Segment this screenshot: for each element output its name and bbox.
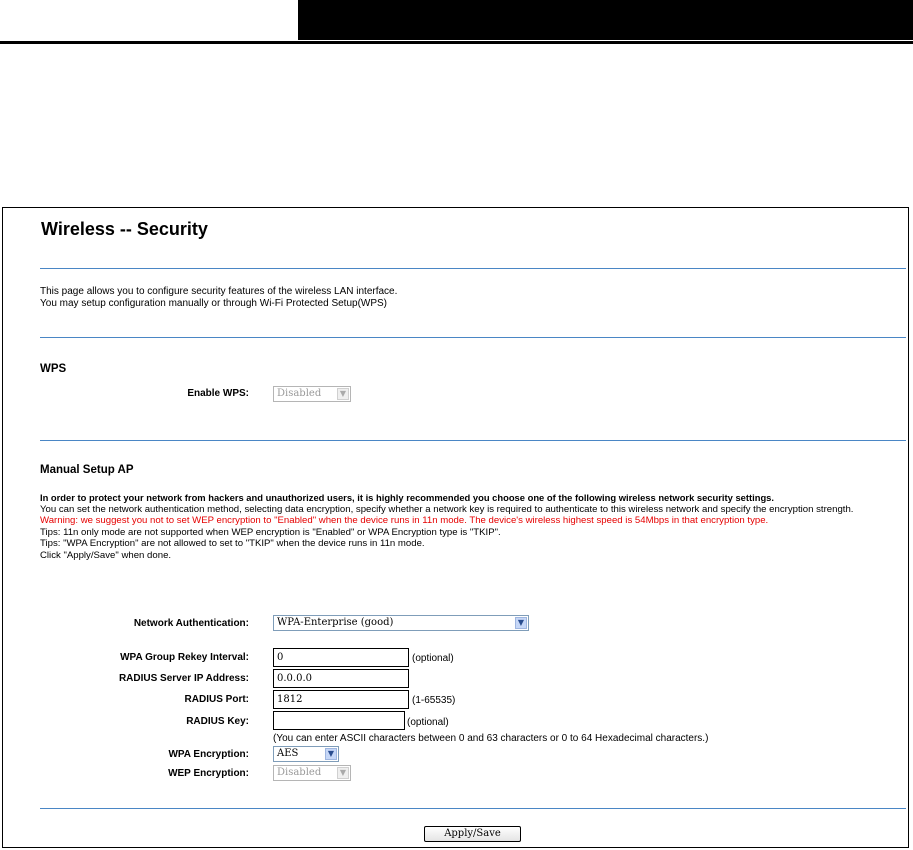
network-auth-select[interactable] bbox=[273, 615, 529, 631]
auth-description: You can set the network authentication method, selecting data encryption, specify whether a network key is required to authenticate to this wireless network and specify the encryption strength. bbox=[40, 503, 854, 515]
radius-key-label: RADIUS Key: bbox=[186, 716, 249, 727]
radius-key-input[interactable] bbox=[273, 711, 405, 730]
radius-key-hint: (You can enter ASCII characters between 0 and 63 characters or 0 to 64 Hexadecimal characters.) bbox=[273, 733, 709, 744]
manual-description bbox=[40, 492, 908, 562]
divider bbox=[40, 440, 906, 441]
header-rule bbox=[0, 41, 913, 44]
radius-ip-label: RADIUS Server IP Address: bbox=[118, 673, 249, 684]
divider bbox=[40, 337, 906, 338]
enable-wps-value: Disabled bbox=[277, 388, 322, 399]
page-title: Wireless -- Security bbox=[41, 219, 208, 239]
rekey-interval-label: WPA Group Rekey Interval: bbox=[120, 652, 249, 663]
network-auth-label: Network Authentication: bbox=[133, 618, 249, 629]
radius-port-label: RADIUS Port: bbox=[184, 694, 249, 705]
manual-setup-heading: Manual Setup AP bbox=[40, 464, 134, 476]
header-black-bar bbox=[298, 0, 913, 40]
enable-wps-select[interactable] bbox=[273, 386, 351, 402]
tip-11n: Tips: 11n only mode are not supported when WEP encryption is "Enabled" or WPA Encryption type is "TKIP". bbox=[40, 526, 501, 538]
divider bbox=[40, 808, 906, 809]
enable-wps-label: Enable WPS: bbox=[187, 388, 249, 399]
security-recommendation: In order to protect your network from hackers and unauthorized users, it is highly recommended you choose one of the following wireless network security settings. bbox=[40, 492, 774, 503]
wpa-encryption-value: AES bbox=[277, 748, 299, 759]
wps-heading: WPS bbox=[40, 363, 67, 375]
chevron-down-icon: ▼ bbox=[325, 748, 337, 760]
chevron-down-icon: ▼ bbox=[337, 767, 349, 779]
chevron-down-icon: ▼ bbox=[515, 617, 527, 629]
apply-save-button[interactable]: Apply/Save bbox=[424, 826, 521, 842]
wpa-encryption-label: WPA Encryption: bbox=[168, 749, 249, 760]
chevron-down-icon: ▼ bbox=[337, 388, 349, 400]
intro-line-2: You may setup configuration manually or through Wi-Fi Protected Setup(WPS) bbox=[40, 298, 388, 309]
network-auth-value: WPA-Enterprise (good) bbox=[277, 617, 394, 628]
wpa-encryption-select[interactable] bbox=[273, 746, 339, 762]
radius-ip-input[interactable]: 0.0.0.0 bbox=[273, 669, 409, 688]
wep-encryption-value: Disabled bbox=[277, 767, 322, 778]
wep-encryption-select[interactable] bbox=[273, 765, 351, 781]
divider bbox=[40, 268, 906, 269]
tip-wpa: Tips: "WPA Encryption" are not allowed to set to "TKIP" when the device runs in 11n mode. bbox=[40, 538, 425, 550]
rekey-interval-input[interactable]: 0 bbox=[273, 648, 409, 667]
apply-note: Click "Apply/Save" when done. bbox=[40, 549, 172, 561]
radius-key-optional-note: (optional) bbox=[407, 717, 449, 728]
rekey-optional-note: (optional) bbox=[412, 653, 454, 664]
radius-port-input[interactable]: 1812 bbox=[273, 690, 409, 709]
wep-warning: Warning: we suggest you not to set WEP encryption to "Enabled" when the device runs in 11n mode. The device's wireless highest speed is 54Mbps in that encryption type. bbox=[40, 515, 769, 527]
intro-line-1: This page allows you to configure security features of the wireless LAN interface. bbox=[40, 286, 398, 297]
radius-port-range-note: (1-65535) bbox=[412, 695, 456, 706]
settings-panel bbox=[2, 207, 909, 848]
wep-encryption-label: WEP Encryption: bbox=[168, 768, 249, 779]
